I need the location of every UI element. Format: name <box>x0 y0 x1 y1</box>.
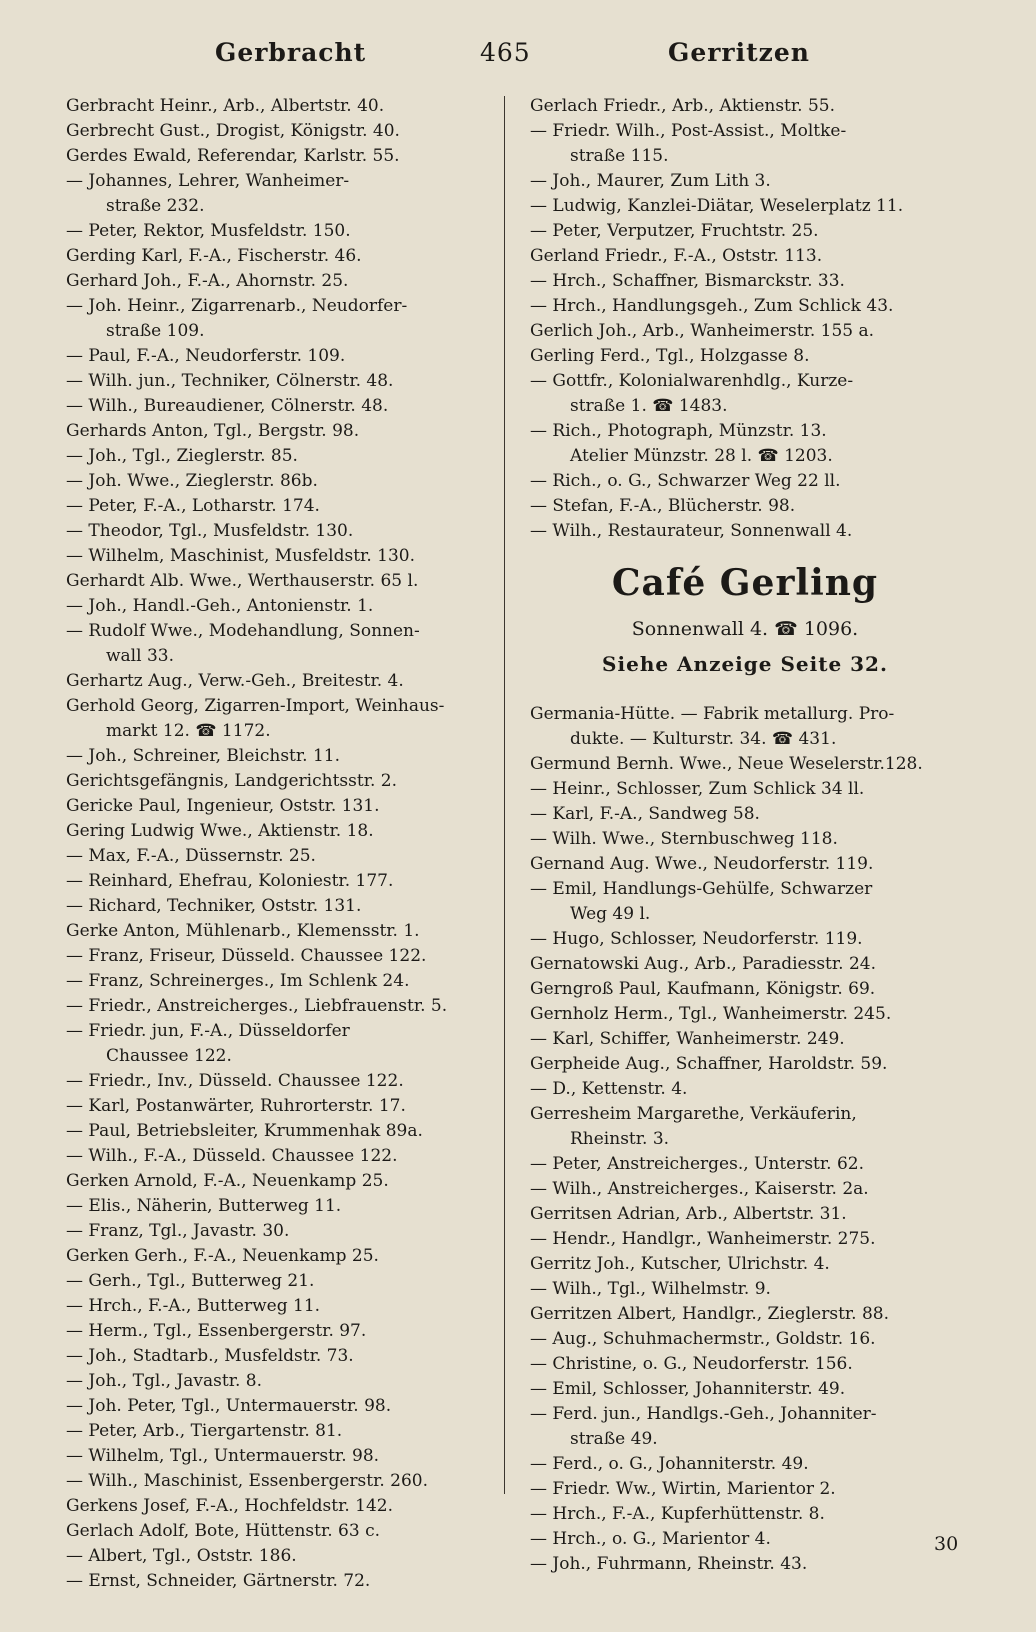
directory-entry: — Karl, Postanwärter, Ruhrorterstr. 17. <box>66 1096 406 1116</box>
directory-entry: — Heinr., Schlosser, Zum Schlick 34 ll. <box>530 779 865 799</box>
directory-entry: — Peter, F.-A., Lotharstr. 174. <box>66 496 320 516</box>
directory-entry: Gerding Karl, F.-A., Fischerstr. 46. <box>66 246 362 266</box>
directory-entry: — Wilh., F.-A., Düsseld. Chaussee 122. <box>66 1146 398 1166</box>
directory-entry: — Stefan, F.-A., Blücherstr. 98. <box>530 496 796 516</box>
right-column-top <box>530 94 960 544</box>
directory-entry: — Wilh., Maschinist, Essenbergerstr. 260. <box>66 1471 429 1491</box>
directory-entry: Gerritzen Albert, Handlgr., Zieglerstr. 88. <box>530 1304 890 1324</box>
directory-entry: — Gottfr., Kolonialwarenhdlg., Kurze- <box>530 371 854 391</box>
directory-entry: Gerland Friedr., F.-A., Oststr. 113. <box>530 246 823 266</box>
directory-entry: — Peter, Arb., Tiergartenstr. 81. <box>66 1421 343 1441</box>
directory-entry: Gerritsen Adrian, Arb., Albertstr. 31. <box>530 1204 847 1224</box>
directory-entry: — Peter, Anstreicherges., Unterstr. 62. <box>530 1154 864 1174</box>
directory-entry: Gerkens Josef, F.-A., Hochfeldstr. 142. <box>66 1496 393 1516</box>
directory-entry: — Hrch., o. G., Marientor 4. <box>530 1529 771 1549</box>
directory-entry: Gerken Arnold, F.-A., Neuenkamp 25. <box>66 1171 389 1191</box>
directory-entry: — Wilhelm, Tgl., Untermauerstr. 98. <box>66 1446 380 1466</box>
directory-entry: — Wilh., Restaurateur, Sonnenwall 4. <box>530 521 853 541</box>
directory-entry: — Ferd., o. G., Johanniterstr. 49. <box>530 1454 809 1474</box>
cafe-ad-note: Siehe Anzeige Seite 32. <box>602 652 888 676</box>
directory-entry: Gerhards Anton, Tgl., Bergstr. 98. <box>66 421 360 441</box>
directory-entry: Gerritz Joh., Kutscher, Ulrichstr. 4. <box>530 1254 830 1274</box>
directory-entry: Weg 49 l. <box>570 904 651 924</box>
directory-entry: — Joh., Maurer, Zum Lith 3. <box>530 171 771 191</box>
directory-entry: Rheinstr. 3. <box>570 1129 670 1149</box>
cafe-ad-title: Café Gerling <box>611 562 879 604</box>
directory-entry: dukte. — Kulturstr. 34. ☎ 431. <box>570 729 837 749</box>
directory-entry: Gerhold Georg, Zigarren-Import, Weinhaus- <box>66 696 445 716</box>
directory-entry: straße 232. <box>106 196 205 216</box>
directory-entry: Gernand Aug. Wwe., Neudorferstr. 119. <box>530 854 874 874</box>
directory-entry: — Franz, Friseur, Düsseld. Chaussee 122. <box>66 946 427 966</box>
directory-entry: — Paul, Betriebsleiter, Krummenhak 89a. <box>66 1121 423 1141</box>
directory-entry: — Richard, Techniker, Oststr. 131. <box>66 896 362 916</box>
directory-entry: — Hrch., Schaffner, Bismarckstr. 33. <box>530 271 845 291</box>
directory-entry: — Joh., Tgl., Zieglerstr. 85. <box>66 446 298 466</box>
directory-entry: Gerhard Joh., F.-A., Ahornstr. 25. <box>66 271 349 291</box>
directory-entry: — Wilh., Bureaudiener, Cölnerstr. 48. <box>66 396 389 416</box>
directory-entry: — Franz, Tgl., Javastr. 30. <box>66 1221 290 1241</box>
directory-entry: — Ferd. jun., Handlgs.-Geh., Johanniter- <box>530 1404 877 1424</box>
directory-entry: — Hrch., Handlungsgeh., Zum Schlick 43. <box>530 296 894 316</box>
directory-entry: — Elis., Näherin, Butterweg 11. <box>66 1196 342 1216</box>
page-number: 465 <box>480 38 531 67</box>
directory-entry: — Joh., Schreiner, Bleichstr. 11. <box>66 746 340 766</box>
directory-entry: — Joh. Peter, Tgl., Untermauerstr. 98. <box>66 1396 392 1416</box>
directory-entry: Gericke Paul, Ingenieur, Oststr. 131. <box>66 796 380 816</box>
directory-entry: Gerbracht Heinr., Arb., Albertstr. 40. <box>66 96 385 116</box>
directory-entry: Gerichtsgefängnis, Landgerichtsstr. 2. <box>66 771 397 791</box>
directory-entry: Gerresheim Margarethe, Verkäuferin, <box>530 1104 857 1124</box>
directory-entry: Gerhartz Aug., Verw.-Geh., Breitestr. 4. <box>66 671 404 691</box>
directory-entry: straße 115. <box>570 146 669 166</box>
directory-entry: — Rudolf Wwe., Modehandlung, Sonnen- <box>66 621 420 641</box>
right-column-bottom <box>530 702 960 1577</box>
directory-entry: — Emil, Schlosser, Johanniterstr. 49. <box>530 1379 846 1399</box>
directory-entry: — Joh. Heinr., Zigarrenarb., Neudorfer- <box>66 296 408 316</box>
directory-entry: — Max, F.-A., Düssernstr. 25. <box>66 846 316 866</box>
directory-entry: — Wilhelm, Maschinist, Musfeldstr. 130. <box>66 546 415 566</box>
directory-entry: Gerhardt Alb. Wwe., Werthauserstr. 65 l. <box>66 571 419 591</box>
directory-entry: Gerdes Ewald, Referendar, Karlstr. 55. <box>66 146 400 166</box>
directory-entry: — Friedr., Inv., Düsseld. Chaussee 122. <box>66 1071 404 1091</box>
directory-entry: — Ludwig, Kanzlei-Diätar, Weselerplatz 11. <box>530 196 904 216</box>
header-right-keyword: Gerritzen <box>668 38 810 67</box>
footer-number: 30 <box>934 1533 959 1555</box>
directory-entry: — Karl, F.-A., Sandweg 58. <box>530 804 760 824</box>
cafe-ad-address: Sonnenwall 4. ☎ 1096. <box>631 618 859 640</box>
directory-entry: — Johannes, Lehrer, Wanheimer- <box>66 171 350 191</box>
directory-entry: — Albert, Tgl., Oststr. 186. <box>66 1546 297 1566</box>
directory-entry: straße 109. <box>106 321 205 341</box>
directory-entry: — Hrch., F.-A., Kupferhüttenstr. 8. <box>530 1504 825 1524</box>
directory-entry: — Aug., Schuhmachermstr., Goldstr. 16. <box>530 1329 876 1349</box>
directory-entry: Atelier Münzstr. 28 l. ☎ 1203. <box>570 446 833 466</box>
directory-entry: — Rich., Photograph, Münzstr. 13. <box>530 421 827 441</box>
directory-entry: straße 49. <box>570 1429 658 1449</box>
directory-entry: Chaussee 122. <box>106 1046 232 1066</box>
directory-entry: Gernatowski Aug., Arb., Paradiesstr. 24. <box>530 954 876 974</box>
directory-entry: — Friedr., Anstreicherges., Liebfrauenstr. 5. <box>66 996 448 1016</box>
column-divider <box>504 96 505 1494</box>
directory-entry: — Joh., Stadtarb., Musfeldstr. 73. <box>66 1346 354 1366</box>
left-column <box>66 94 491 1594</box>
directory-entry: Gerling Ferd., Tgl., Holzgasse 8. <box>530 346 810 366</box>
directory-entry: — Friedr. jun, F.-A., Düsseldorfer <box>66 1021 350 1041</box>
directory-entry: Gerbrecht Gust., Drogist, Königstr. 40. <box>66 121 400 141</box>
directory-entry: — Wilh., Anstreicherges., Kaiserstr. 2a. <box>530 1179 869 1199</box>
directory-entry: — Franz, Schreinerges., Im Schlenk 24. <box>66 971 410 991</box>
directory-entry: markt 12. ☎ 1172. <box>106 721 271 741</box>
directory-entry: — Wilh. jun., Techniker, Cölnerstr. 48. <box>66 371 394 391</box>
directory-entry: — D., Kettenstr. 4. <box>530 1079 688 1099</box>
header-left-keyword: Gerbracht <box>215 38 367 67</box>
directory-entry: — Friedr. Ww., Wirtin, Marientor 2. <box>530 1479 836 1499</box>
directory-entry: — Hrch., F.-A., Butterweg 11. <box>66 1296 321 1316</box>
directory-entry: — Hendr., Handlgr., Wanheimerstr. 275. <box>530 1229 876 1249</box>
directory-entry: — Reinhard, Ehefrau, Koloniestr. 177. <box>66 871 394 891</box>
directory-entry: Gering Ludwig Wwe., Aktienstr. 18. <box>66 821 374 841</box>
directory-entry: — Wilh., Tgl., Wilhelmstr. 9. <box>530 1279 771 1299</box>
directory-entry: straße 1. ☎ 1483. <box>570 396 728 416</box>
directory-entry: Gerke Anton, Mühlenarb., Klemensstr. 1. <box>66 921 420 941</box>
directory-entry: — Herm., Tgl., Essenbergerstr. 97. <box>66 1321 367 1341</box>
directory-entry: — Joh., Handl.-Geh., Antonienstr. 1. <box>66 596 374 616</box>
directory-entry: — Karl, Schiffer, Wanheimerstr. 249. <box>530 1029 845 1049</box>
directory-entry: — Wilh. Wwe., Sternbuschweg 118. <box>530 829 838 849</box>
directory-entry: Gerken Gerh., F.-A., Neuenkamp 25. <box>66 1246 379 1266</box>
directory-entry: — Paul, F.-A., Neudorferstr. 109. <box>66 346 346 366</box>
directory-entry: Germund Bernh. Wwe., Neue Weselerstr.128. <box>530 754 923 774</box>
directory-entry: Germania-Hütte. — Fabrik metallurg. Pro- <box>530 704 895 724</box>
directory-entry: Gerpheide Aug., Schaffner, Haroldstr. 59. <box>530 1054 888 1074</box>
directory-entry: Gerlach Friedr., Arb., Aktienstr. 55. <box>530 96 835 116</box>
directory-entry: — Theodor, Tgl., Musfeldstr. 130. <box>66 521 354 541</box>
directory-entry: — Joh., Fuhrmann, Rheinstr. 43. <box>530 1554 808 1574</box>
directory-entry: Gerngroß Paul, Kaufmann, Königstr. 69. <box>530 979 876 999</box>
directory-entry: wall 33. <box>106 646 174 666</box>
directory-entry: — Hugo, Schlosser, Neudorferstr. 119. <box>530 929 863 949</box>
directory-entry: — Gerh., Tgl., Butterweg 21. <box>66 1271 315 1291</box>
directory-entry: — Emil, Handlungs-Gehülfe, Schwarzer <box>530 879 873 899</box>
directory-entry: — Ernst, Schneider, Gärtnerstr. 72. <box>66 1571 371 1591</box>
directory-entry: — Peter, Rektor, Musfeldstr. 150. <box>66 221 351 241</box>
directory-entry: — Christine, o. G., Neudorferstr. 156. <box>530 1354 853 1374</box>
right-column <box>530 94 960 1577</box>
directory-entry: Gernholz Herm., Tgl., Wanheimerstr. 245. <box>530 1004 892 1024</box>
directory-entry: — Rich., o. G., Schwarzer Weg 22 ll. <box>530 471 841 491</box>
directory-entry: — Joh. Wwe., Zieglerstr. 86b. <box>66 471 318 491</box>
directory-entry: — Peter, Verputzer, Fruchtstr. 25. <box>530 221 819 241</box>
directory-entry: Gerlich Joh., Arb., Wanheimerstr. 155 a. <box>530 321 875 341</box>
directory-entry: — Joh., Tgl., Javastr. 8. <box>66 1371 263 1391</box>
directory-entry: Gerlach Adolf, Bote, Hüttenstr. 63 c. <box>66 1521 380 1541</box>
directory-entry: — Friedr. Wilh., Post-Assist., Moltke- <box>530 121 847 141</box>
